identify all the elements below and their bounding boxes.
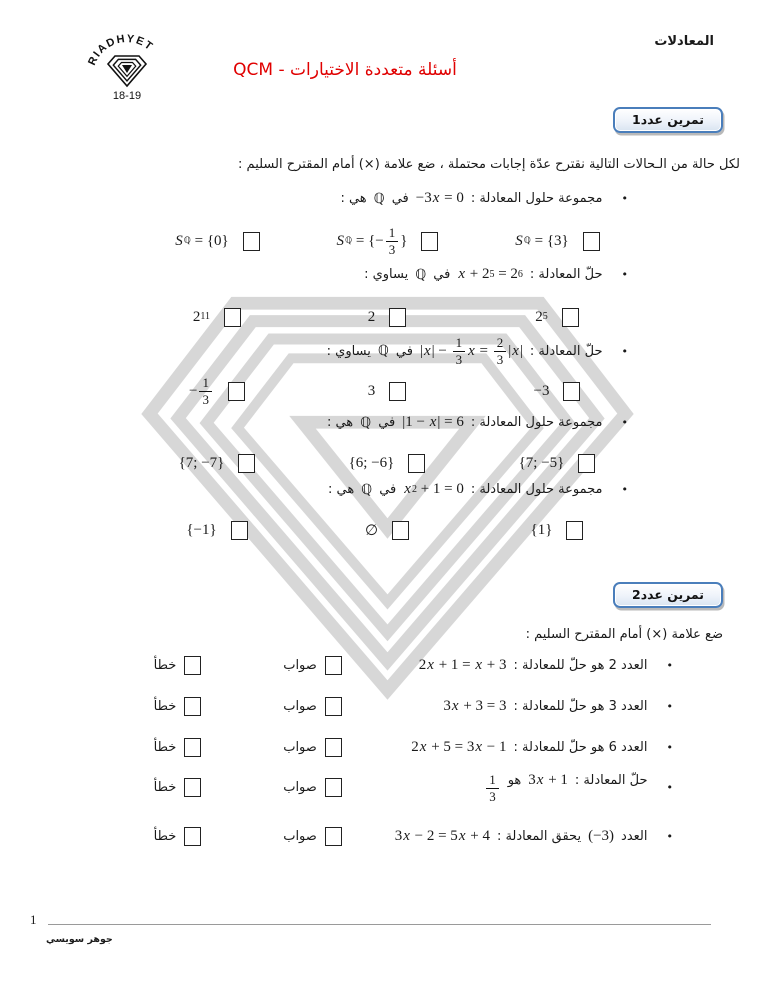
sentence-text: هي :	[327, 482, 355, 497]
question-line	[325, 481, 628, 498]
math-expression: ℚ	[373, 190, 385, 207]
sentence-text: في	[391, 191, 409, 206]
false-cell	[110, 697, 245, 716]
checkbox[interactable]	[563, 382, 580, 401]
checkbox[interactable]	[184, 738, 201, 757]
school-logo	[84, 26, 170, 104]
option	[300, 521, 470, 540]
math-expression: ℚ	[377, 343, 389, 360]
statement	[380, 739, 651, 756]
math-expression: {7; −7}	[178, 454, 225, 471]
sentence-text: هي :	[326, 415, 354, 430]
course-name: المعادلات	[654, 34, 714, 49]
checkbox[interactable]	[224, 308, 241, 327]
bullet-icon: •	[666, 741, 673, 754]
options-row	[130, 372, 640, 410]
sentence-text: يساوي :	[326, 343, 371, 359]
math-expression: 2 x + 5 = 3 x − 1	[411, 739, 507, 755]
checkbox[interactable]	[325, 827, 342, 846]
statement	[380, 772, 651, 803]
option	[130, 376, 300, 406]
bullet-icon: •	[621, 483, 628, 496]
checkbox[interactable]	[583, 232, 600, 251]
sentence-text: يساوي :	[364, 267, 409, 282]
option	[470, 521, 640, 540]
option	[470, 308, 640, 327]
checkbox[interactable]	[184, 778, 201, 797]
checkbox[interactable]	[325, 778, 342, 797]
math-expression: 3 x + 1	[528, 772, 568, 788]
true-label: صواب	[283, 699, 317, 714]
exercise1-title-box: تمرين عدد1	[613, 107, 723, 133]
sentence-text: مجموعة حلول المعادلة :	[470, 482, 603, 497]
math-expression: 2 11	[192, 308, 211, 325]
checkbox[interactable]	[184, 697, 201, 716]
bullet-icon: •	[621, 268, 628, 281]
true-cell	[245, 656, 380, 675]
option	[470, 382, 640, 401]
true-cell	[245, 827, 380, 846]
bullet-icon: •	[666, 830, 673, 843]
option	[130, 232, 300, 251]
option	[470, 454, 640, 473]
sentence-text: العدد 2 هو حلّ للمعادلة :	[513, 658, 648, 673]
options-row	[130, 511, 640, 549]
false-label: خطأ	[153, 699, 177, 714]
math-expression: − $\frac{1}{3}$	[189, 376, 214, 406]
math-expression: S ℚ = {0}	[175, 232, 229, 249]
option	[130, 308, 300, 327]
sentence-text: حلّ المعادلة :	[529, 343, 603, 359]
math-expression: | x | − $\frac{1}{3}$ x = $\frac{2}{3}$ | x |	[419, 335, 523, 367]
statement	[380, 698, 651, 715]
options-row	[130, 444, 640, 482]
checkbox[interactable]	[389, 308, 406, 327]
option	[130, 454, 300, 473]
math-expression: x + 2 5 = 2 6	[458, 266, 523, 282]
exercise2-title-box: تمرين عدد2	[613, 582, 723, 608]
true-label: صواب	[283, 740, 317, 755]
math-expression: x 2 + 1 = 0	[404, 481, 464, 497]
checkbox[interactable]	[243, 232, 260, 251]
math-expression: 3	[367, 382, 376, 399]
true-label: صواب	[283, 658, 317, 673]
math-expression: −3	[533, 382, 550, 399]
options-row	[130, 298, 640, 336]
question-line	[337, 190, 628, 207]
false-label: خطأ	[153, 780, 177, 796]
page-number: 1	[30, 912, 37, 927]
true-label: صواب	[283, 780, 317, 796]
bullet-icon: •	[666, 700, 673, 713]
options-row	[130, 222, 640, 260]
sentence-text: العدد	[621, 829, 648, 844]
math-expression: |1 − x | = 6	[402, 414, 464, 430]
math-expression: −3 x = 0	[415, 190, 464, 206]
sentence-text: يحقق المعادلة :	[496, 829, 582, 844]
checkbox[interactable]	[231, 521, 248, 540]
checkbox[interactable]	[389, 382, 406, 401]
math-expression: {7; −5}	[518, 454, 565, 471]
true-false-row	[110, 697, 673, 716]
false-label: خطأ	[153, 658, 177, 673]
question-line	[361, 266, 628, 283]
checkbox[interactable]	[325, 697, 342, 716]
checkbox[interactable]	[184, 827, 201, 846]
option	[300, 454, 470, 473]
math-expression: 2 5	[535, 308, 548, 325]
math-expression: ℚ	[361, 481, 373, 498]
sentence-text: هي :	[340, 191, 367, 206]
logo-arc-text: RIADHYET	[86, 32, 156, 68]
math-expression: {6; −6}	[348, 454, 395, 471]
footer-divider	[48, 924, 711, 925]
math-expression: (−3)	[588, 828, 615, 844]
checkbox[interactable]	[238, 454, 255, 473]
math-expression: $\frac{1}{3}$	[484, 773, 501, 803]
true-label: صواب	[283, 829, 317, 844]
false-label: خطأ	[153, 740, 177, 755]
exercise2-intro: ضع علامة (×) أمام المقترح السليم :	[525, 627, 723, 642]
footer-author: جوهر سويسي	[46, 934, 113, 945]
sentence-text: في	[378, 415, 396, 430]
checkbox[interactable]	[408, 454, 425, 473]
option	[300, 226, 470, 256]
sentence-text: في	[433, 267, 451, 282]
false-cell	[110, 656, 245, 675]
math-expression: S ℚ = {3}	[515, 232, 569, 249]
bullet-icon: •	[666, 781, 673, 795]
math-expression: 2	[367, 308, 376, 325]
bullet-icon: •	[621, 344, 628, 358]
bullet-icon: •	[621, 192, 628, 205]
false-cell	[110, 778, 245, 797]
false-label: خطأ	[153, 829, 177, 844]
sentence-text: في	[379, 482, 397, 497]
checkbox[interactable]	[578, 454, 595, 473]
page-title: أسئلة متعددة الاختيارات - QCM	[233, 60, 457, 80]
sentence-text: مجموعة حلول المعادلة :	[470, 191, 603, 206]
checkbox[interactable]	[228, 382, 245, 401]
true-cell	[245, 738, 380, 757]
diamond-gem-icon	[108, 56, 146, 86]
true-false-row	[110, 738, 673, 757]
checkbox[interactable]	[421, 232, 438, 251]
checkbox[interactable]	[184, 656, 201, 675]
bullet-icon: •	[666, 659, 673, 672]
sentence-text: حلّ المعادلة :	[574, 773, 648, 788]
math-expression: ∅	[364, 522, 379, 539]
false-cell	[110, 738, 245, 757]
true-cell	[245, 778, 380, 797]
false-cell	[110, 827, 245, 846]
option	[130, 521, 300, 540]
sentence-text: في	[395, 343, 413, 359]
checkbox[interactable]	[562, 308, 579, 327]
math-expression: {1}	[530, 521, 553, 538]
option	[300, 308, 470, 327]
checkbox[interactable]	[392, 521, 409, 540]
question-line	[324, 414, 628, 431]
checkbox[interactable]	[325, 738, 342, 757]
question-line	[324, 336, 628, 366]
math-expression: {−1}	[186, 521, 217, 538]
sentence-text: مجموعة حلول المعادلة :	[470, 415, 603, 430]
checkbox[interactable]	[325, 656, 342, 675]
sentence-text: هو	[507, 773, 522, 788]
checkbox[interactable]	[566, 521, 583, 540]
option	[300, 382, 470, 401]
math-expression: ℚ	[360, 414, 372, 431]
true-false-row	[110, 827, 673, 846]
true-false-row	[110, 656, 673, 675]
exercise1-intro: لكل حالة من الـحالات التالية نقترح عدّة إجابات محتملة ، ضع علامة (×) أمام المقترح السليم :	[238, 157, 740, 172]
statement	[380, 828, 651, 845]
math-expression: ℚ	[415, 266, 427, 283]
math-expression: 3 x + 3 = 3	[443, 698, 507, 714]
bullet-icon: •	[621, 416, 628, 429]
logo-years: 18-19	[112, 90, 142, 102]
math-expression: S ℚ = { − $\frac{1}{3}$ }	[336, 224, 408, 257]
option	[470, 232, 640, 251]
math-expression: 2 x + 1 = x + 3	[418, 657, 507, 673]
true-cell	[245, 697, 380, 716]
math-expression: 3 x − 2 = 5 x + 4	[394, 828, 490, 844]
sentence-text: العدد 6 هو حلّ للمعادلة :	[513, 740, 648, 755]
sentence-text: العدد 3 هو حلّ للمعادلة :	[513, 699, 648, 714]
sentence-text: حلّ المعادلة :	[529, 267, 603, 282]
true-false-row	[110, 772, 673, 803]
statement	[380, 657, 651, 674]
